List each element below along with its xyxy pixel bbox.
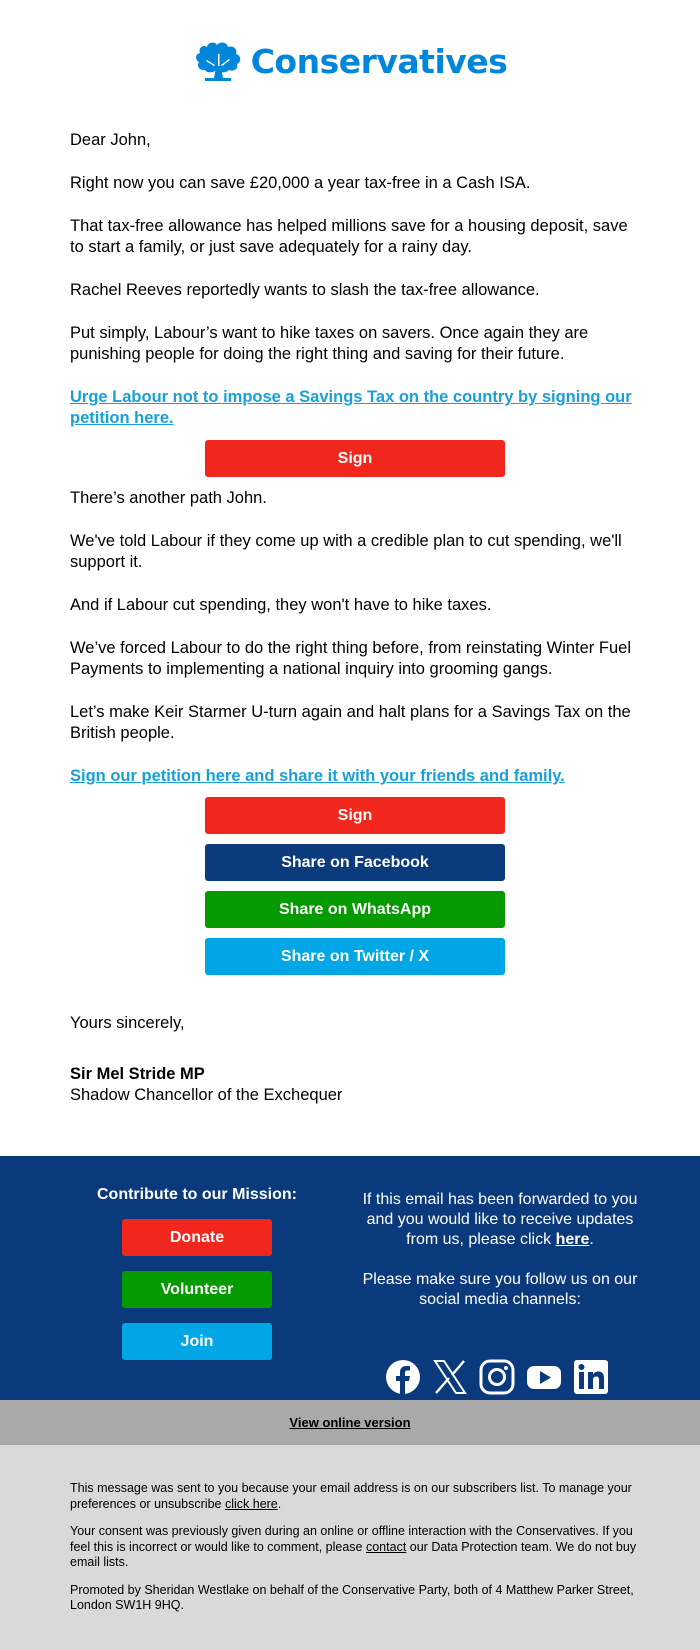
youtube-icon[interactable] xyxy=(526,1359,562,1395)
signer-name: Sir Mel Stride MP xyxy=(70,1065,205,1083)
header-logo xyxy=(0,36,700,86)
facebook-icon[interactable] xyxy=(385,1359,421,1395)
paragraph: Rachel Reeves reportedly wants to slash the tax-free allowance. xyxy=(70,281,540,299)
legal-subscription: This message was sent to you because your email address is on our subscribers list. To manage your preferences or unsubscribe click here. xyxy=(70,1481,632,1511)
share-facebook-button[interactable]: Share on Facebook xyxy=(205,844,505,881)
paragraph: And if Labour cut spending, they won't have to hike taxes. xyxy=(70,596,492,614)
social-icons xyxy=(385,1359,609,1395)
paragraph: Let’s make Keir Starmer U-turn again and halt plans for a Savings Tax on the British people. xyxy=(70,703,631,742)
unsubscribe-link[interactable]: click here xyxy=(224,1496,278,1511)
paragraph: We’ve forced Labour to do the right thing before, from reinstating Winter Fuel Payments to implementing a national inquiry into grooming gangs. xyxy=(70,639,631,678)
instagram-icon[interactable] xyxy=(479,1359,515,1395)
x-twitter-icon[interactable] xyxy=(432,1359,468,1395)
paragraph: There’s another path John. xyxy=(70,489,267,507)
paragraph: Put simply, Labour’s want to hike taxes on savers. Once again they are punishing people for doing the right thing and saving for their future. xyxy=(70,324,589,363)
contribute-column xyxy=(72,1186,322,1375)
forward-text: If this email has been forwarded to you and you would like to receive updates from us, please click here. xyxy=(362,1191,638,1248)
forward-here-link[interactable]: here xyxy=(555,1231,590,1248)
volunteer-button[interactable]: Volunteer xyxy=(122,1271,272,1308)
share-whatsapp-button[interactable]: Share on WhatsApp xyxy=(205,891,505,928)
follow-text: Please make sure you follow us on our social media channels: xyxy=(362,1271,638,1308)
paragraph: Right now you can save £20,000 a year tax-free in a Cash ISA. xyxy=(70,174,531,192)
petition-link[interactable]: Urge Labour not to impose a Savings Tax on the country by signing our petition here. xyxy=(70,388,632,427)
donate-button[interactable]: Donate xyxy=(122,1219,272,1256)
greeting: Dear John, xyxy=(70,131,151,149)
paragraph: That tax-free allowance has helped millions save for a housing deposit, save to start a family, or just save adequately for a rainy day. xyxy=(70,217,628,256)
contact-link[interactable]: contact xyxy=(365,1539,407,1554)
sign-button[interactable]: Sign xyxy=(205,440,505,477)
footer-contribute xyxy=(0,1156,700,1400)
legal-consent: Your consent was previously given during an online or offline interaction with the Conservatives. If you feel this is incorrect or would like to comment, please contact our Data Protection team. We do not buy email lists. xyxy=(70,1524,637,1569)
sign-button-2[interactable]: Sign xyxy=(205,797,505,834)
signer-title: Shadow Chancellor of the Exchequer xyxy=(70,1086,343,1104)
contribute-title: Contribute to our Mission: xyxy=(97,1186,297,1203)
view-online-link[interactable]: View online version xyxy=(289,1415,411,1430)
share-twitter-button[interactable]: Share on Twitter / X xyxy=(205,938,505,975)
legal-footer xyxy=(0,1445,700,1650)
forward-column xyxy=(360,1190,640,1310)
letter-body xyxy=(70,130,640,1106)
signoff: Yours sincerely, xyxy=(70,1014,185,1032)
linkedin-icon[interactable] xyxy=(573,1359,609,1395)
tree-logo-icon xyxy=(193,40,245,82)
legal-imprint: Promoted by Sheridan Westlake on behalf of the Conservative Party, both of 4 Matthew Parker Street, London SW1H 9HQ. xyxy=(70,1582,634,1612)
view-online-bar xyxy=(0,1400,700,1445)
join-button[interactable]: Join xyxy=(122,1323,272,1360)
paragraph: We've told Labour if they come up with a credible plan to cut spending, we'll support it. xyxy=(70,532,622,571)
brand-name: Conservatives xyxy=(250,41,508,81)
petition-share-link[interactable]: Sign our petition here and share it with your friends and family. xyxy=(70,767,565,785)
